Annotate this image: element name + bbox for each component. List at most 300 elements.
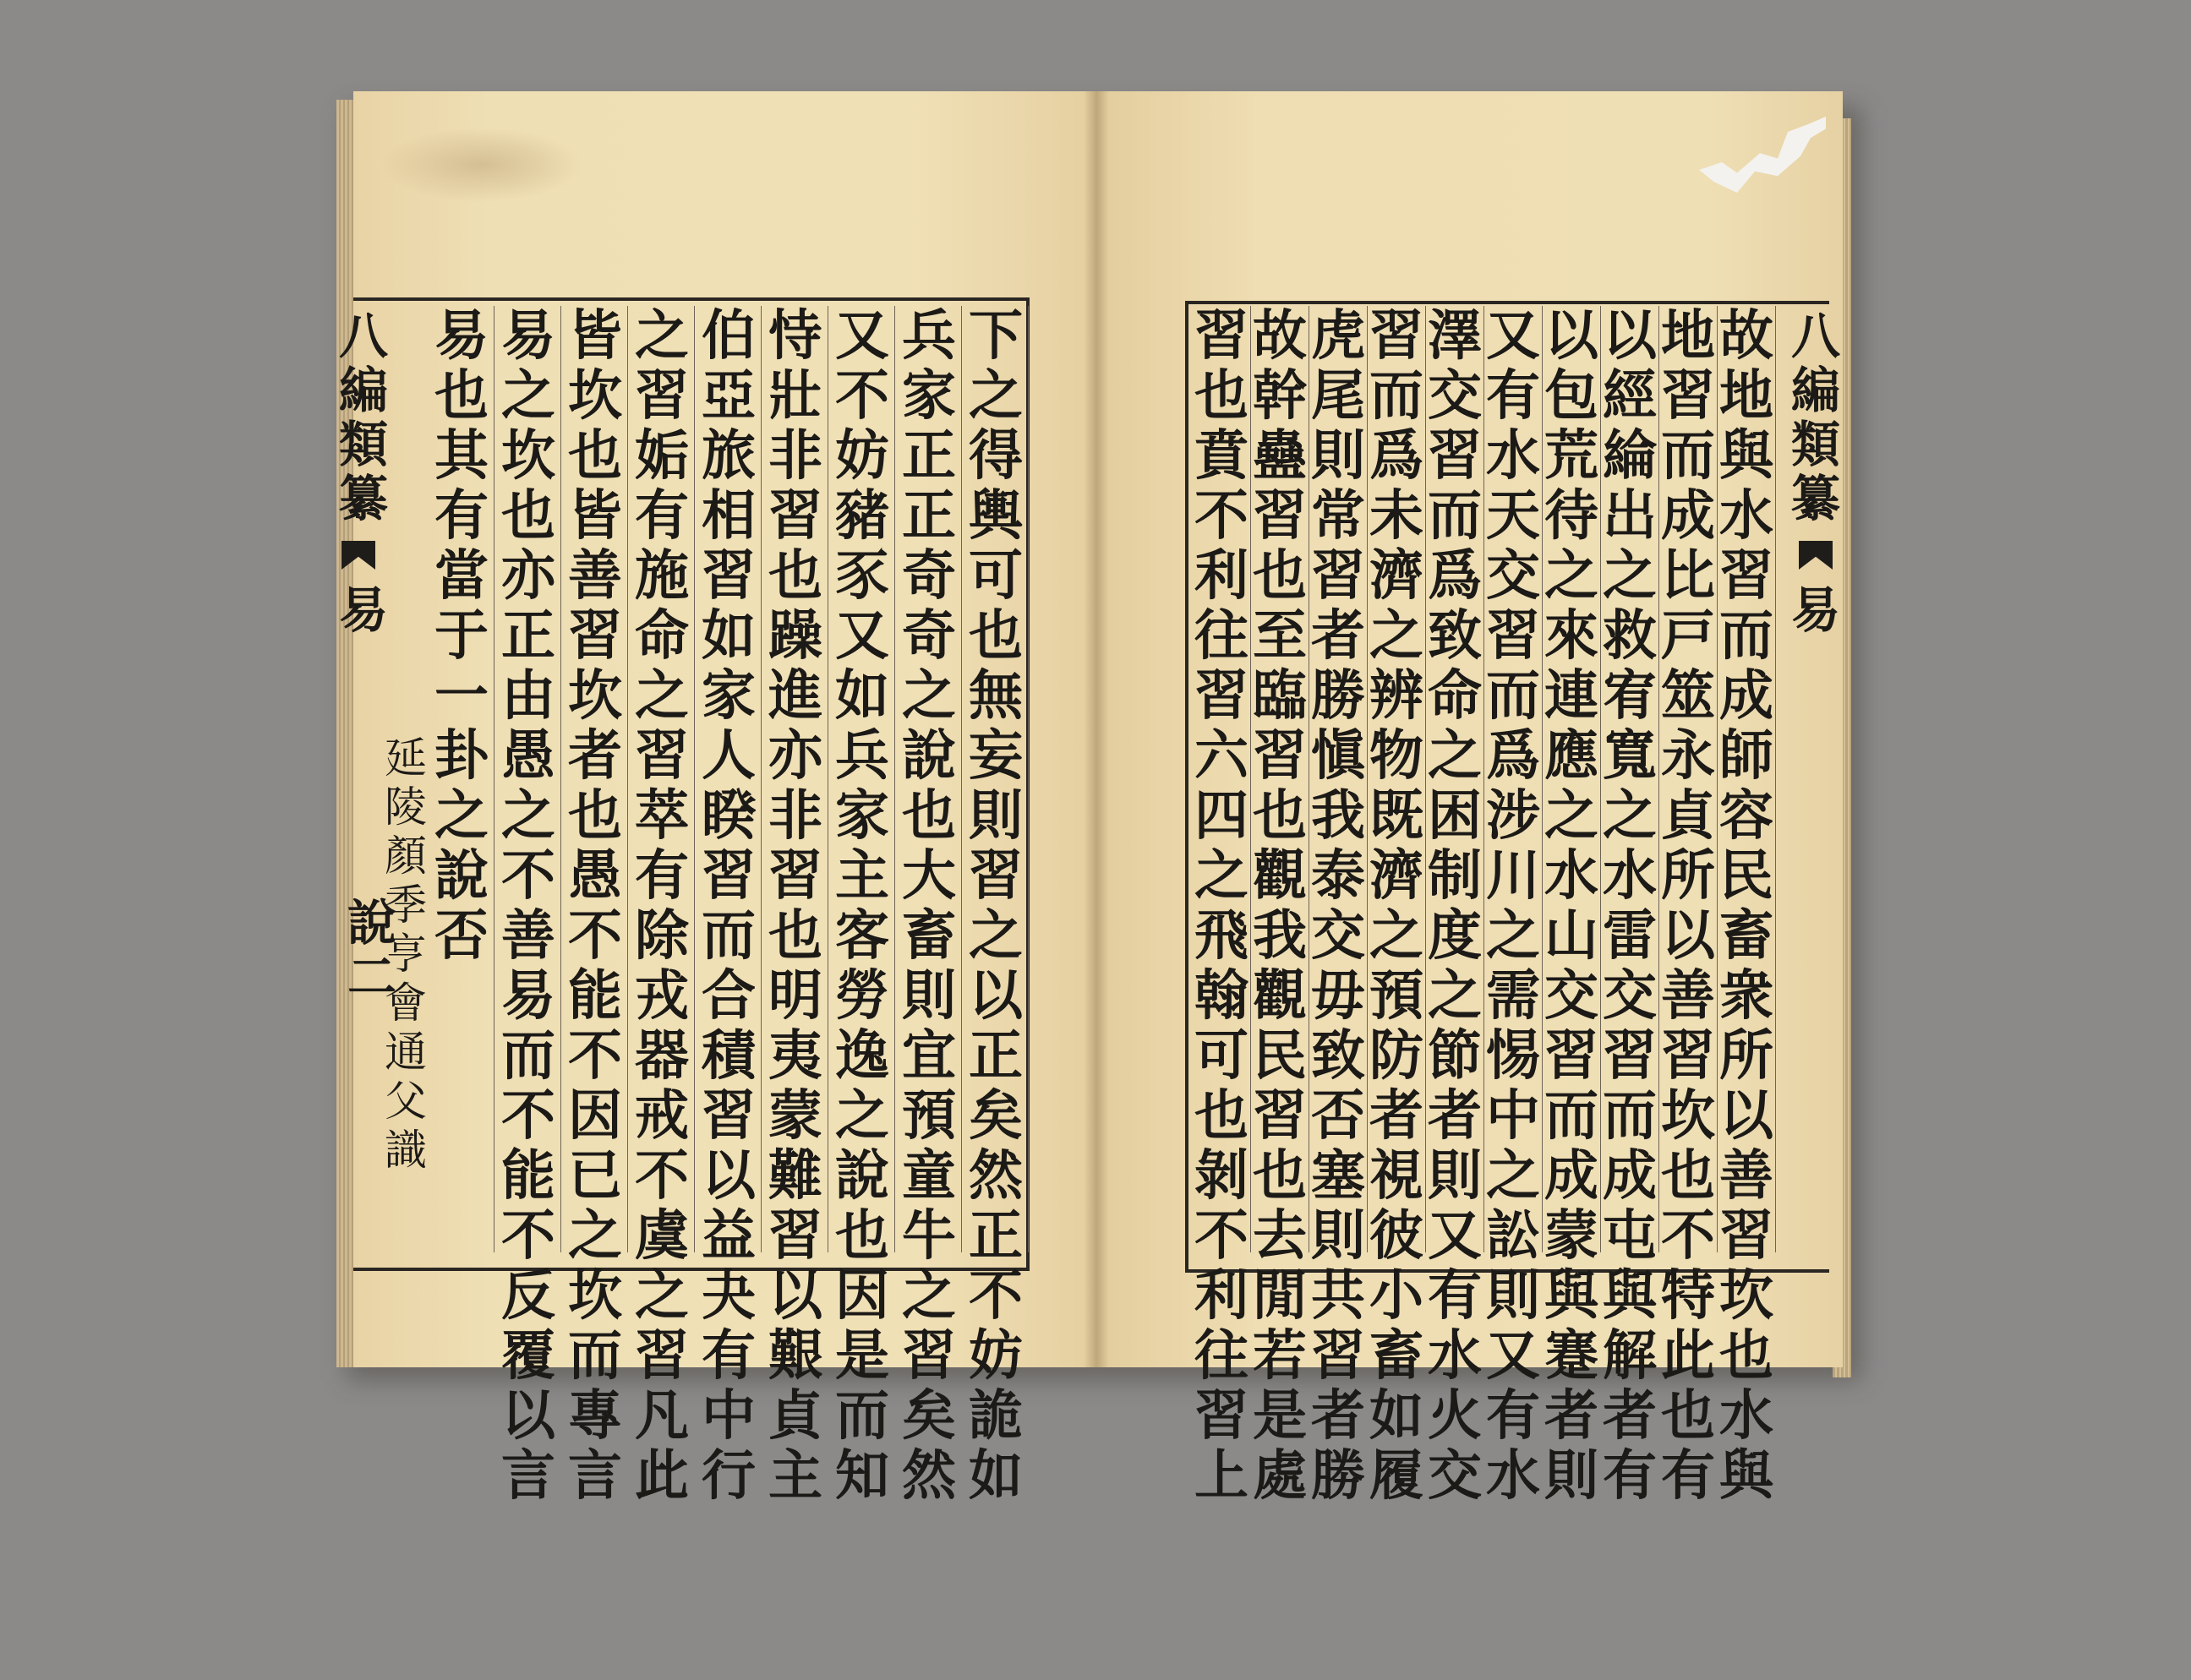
right-text-column bbox=[1193, 304, 1251, 1508]
right-text-char: 六 bbox=[1194, 724, 1248, 788]
right-text-char: 度 bbox=[1428, 904, 1482, 968]
left-text-char: 貞 bbox=[768, 1384, 822, 1448]
left-text-char: 人 bbox=[702, 724, 756, 788]
left-text-char: 之 bbox=[635, 664, 689, 728]
right-text-char: 勝 bbox=[1311, 664, 1365, 728]
right-text-char: 火 bbox=[1428, 1384, 1482, 1448]
left-text-char: 習 bbox=[768, 844, 822, 908]
right-text-char: 觀 bbox=[1253, 964, 1307, 1028]
right-text-char: 命 bbox=[1428, 664, 1482, 728]
left-text-char: 奇 bbox=[902, 604, 956, 668]
right-text-char: 不 bbox=[1194, 1204, 1248, 1268]
right-text-char: 特 bbox=[1661, 1264, 1715, 1328]
right-text-char: 也 bbox=[1253, 544, 1307, 608]
book-gutter bbox=[1084, 91, 1109, 1367]
right-text-column bbox=[1251, 304, 1309, 1508]
right-text-char: 師 bbox=[1719, 724, 1773, 788]
right-text-char: 天 bbox=[1486, 484, 1540, 548]
left-text-char: 而 bbox=[501, 1024, 555, 1088]
left-text-char: 而 bbox=[835, 1384, 889, 1448]
right-text-char: 又 bbox=[1486, 304, 1540, 368]
right-text-char: 利 bbox=[1194, 1264, 1248, 1328]
left-text-char: 知 bbox=[835, 1444, 889, 1508]
right-text-char: 也 bbox=[1719, 1324, 1773, 1388]
right-text-char: 習 bbox=[1253, 724, 1307, 788]
left-text-char: 合 bbox=[702, 964, 756, 1028]
right-text-char: 之 bbox=[1428, 964, 1482, 1028]
right-text-char: 解 bbox=[1603, 1324, 1657, 1388]
left-text-char: 兵 bbox=[835, 724, 889, 788]
right-text-char: 又 bbox=[1428, 1204, 1482, 1268]
right-text-char: 不 bbox=[1194, 484, 1248, 548]
right-margin-section-char: 易 bbox=[1790, 581, 1840, 639]
right-text-char: 經 bbox=[1603, 364, 1657, 428]
right-text-char: 習 bbox=[1311, 1324, 1365, 1388]
right-text-char: 也 bbox=[1253, 784, 1307, 848]
left-text-char: 習 bbox=[635, 1324, 689, 1388]
right-text-char: 與 bbox=[1544, 1264, 1598, 1328]
right-text-char: 翰 bbox=[1194, 964, 1248, 1028]
left-text-char: 命 bbox=[635, 604, 689, 668]
right-text-char: 畜 bbox=[1719, 904, 1773, 968]
right-text-char: 我 bbox=[1253, 904, 1307, 968]
right-text-char: 而 bbox=[1428, 484, 1482, 548]
left-text-char: 躁 bbox=[768, 604, 822, 668]
right-text-char: 與 bbox=[1603, 1264, 1657, 1328]
left-text-char: 則 bbox=[902, 964, 956, 1028]
right-text-char: 衆 bbox=[1719, 964, 1773, 1028]
right-text-char: 爲 bbox=[1369, 424, 1423, 488]
left-text-char: 凡 bbox=[635, 1384, 689, 1448]
left-text-char: 亦 bbox=[501, 544, 555, 608]
right-text-char: 習 bbox=[1194, 304, 1248, 368]
left-text-char: 否 bbox=[434, 904, 489, 968]
right-text-char: 習 bbox=[1428, 424, 1482, 488]
left-text-char: 無 bbox=[969, 664, 1023, 728]
right-text-char: 成 bbox=[1603, 1144, 1657, 1208]
right-text-char: 地 bbox=[1661, 304, 1715, 368]
right-text-char: 飛 bbox=[1194, 904, 1248, 968]
left-margin-title-char: 類 bbox=[338, 416, 388, 473]
right-text-char: 則 bbox=[1311, 424, 1365, 488]
right-text-char: 不 bbox=[1661, 1204, 1715, 1268]
left-text-char: 說 bbox=[835, 1144, 889, 1208]
left-text-char: 萃 bbox=[635, 784, 689, 848]
right-text-char: 則 bbox=[1486, 1264, 1540, 1328]
right-text-char: 上 bbox=[1194, 1444, 1248, 1508]
left-text-char: 非 bbox=[768, 784, 822, 848]
left-text-char: 覆 bbox=[501, 1324, 555, 1388]
left-text-char: 得 bbox=[969, 424, 1023, 488]
right-text-char: 者 bbox=[1544, 1384, 1598, 1448]
left-text-char: 于 bbox=[434, 604, 489, 668]
left-text-char: 大 bbox=[902, 844, 956, 908]
left-text-char: 亞 bbox=[702, 364, 756, 428]
right-text-char: 蒙 bbox=[1544, 1204, 1598, 1268]
left-text-char: 不 bbox=[969, 1264, 1023, 1328]
right-text-char: 習 bbox=[1194, 664, 1248, 728]
right-text-column bbox=[1718, 304, 1776, 1508]
right-text-char: 有 bbox=[1486, 1384, 1540, 1448]
right-text-char: 習 bbox=[1603, 1024, 1657, 1088]
left-text-char: 客 bbox=[835, 904, 889, 968]
left-text-char: 又 bbox=[835, 604, 889, 668]
left-text-char: 易 bbox=[501, 964, 555, 1028]
left-text-char: 輿 bbox=[969, 484, 1023, 548]
left-text-char: 正 bbox=[501, 604, 555, 668]
right-text-char: 以 bbox=[1603, 304, 1657, 368]
left-text-char: 虞 bbox=[635, 1204, 689, 1268]
left-text-char: 言 bbox=[568, 1444, 622, 1508]
right-text-char: 來 bbox=[1544, 604, 1598, 668]
right-text-char: 習 bbox=[1719, 1204, 1773, 1268]
left-text-char: 習 bbox=[702, 544, 756, 608]
left-text-char: 主 bbox=[768, 1444, 822, 1508]
left-text-char: 之 bbox=[969, 904, 1023, 968]
left-text-char: 明 bbox=[768, 964, 822, 1028]
right-text-char: 而 bbox=[1719, 604, 1773, 668]
left-text-char: 妨 bbox=[835, 424, 889, 488]
left-text-char: 有 bbox=[702, 1324, 756, 1388]
left-text-char: 而 bbox=[568, 1324, 622, 1388]
right-text-char: 物 bbox=[1369, 724, 1423, 788]
right-text-char: 處 bbox=[1253, 1444, 1307, 1508]
left-text-column bbox=[830, 304, 895, 1508]
right-text-char: 戸 bbox=[1661, 604, 1715, 668]
left-text-char: 習 bbox=[635, 724, 689, 788]
left-text-char: 艱 bbox=[768, 1324, 822, 1388]
left-text-char: 益 bbox=[702, 1204, 756, 1268]
left-text-char: 睽 bbox=[702, 784, 756, 848]
right-text-char: 故 bbox=[1253, 304, 1307, 368]
left-text-char: 之 bbox=[434, 784, 489, 848]
left-text-char: 逸 bbox=[835, 1024, 889, 1088]
left-text-column bbox=[697, 304, 762, 1508]
left-text-char: 能 bbox=[501, 1144, 555, 1208]
left-text-char: 非 bbox=[768, 424, 822, 488]
left-text-char: 恃 bbox=[768, 304, 822, 368]
left-text-char: 戎 bbox=[635, 964, 689, 1028]
right-text-char: 所 bbox=[1719, 1024, 1773, 1088]
left-text-char: 旅 bbox=[702, 424, 756, 488]
right-text-char: 愼 bbox=[1311, 724, 1365, 788]
left-text-char: 皆 bbox=[568, 484, 622, 548]
left-text-char: 此 bbox=[635, 1444, 689, 1508]
right-text-char: 既 bbox=[1369, 784, 1423, 848]
right-text-char: 交 bbox=[1486, 544, 1540, 608]
left-text-char: 以 bbox=[969, 964, 1023, 1028]
right-text-char: 水 bbox=[1428, 1324, 1482, 1388]
right-text-char: 常 bbox=[1311, 484, 1365, 548]
left-text-char: 不 bbox=[501, 844, 555, 908]
left-text-char: 以 bbox=[768, 1264, 822, 1328]
left-text-char: 也 bbox=[768, 904, 822, 968]
right-text-char: 又 bbox=[1486, 1324, 1540, 1388]
right-text-char: 交 bbox=[1544, 964, 1598, 1028]
right-text-char: 需 bbox=[1486, 964, 1540, 1028]
left-text-char: 一 bbox=[434, 664, 489, 728]
right-text-char: 善 bbox=[1719, 1144, 1773, 1208]
right-text-char: 制 bbox=[1428, 844, 1482, 908]
right-text-char: 共 bbox=[1311, 1264, 1365, 1328]
right-text-char: 此 bbox=[1661, 1324, 1715, 1388]
right-text-char: 屯 bbox=[1603, 1204, 1657, 1268]
left-text-column bbox=[630, 304, 695, 1508]
left-text-char: 也 bbox=[902, 784, 956, 848]
right-text-char: 與 bbox=[1719, 424, 1773, 488]
right-text-char: 爲 bbox=[1486, 724, 1540, 788]
right-text-char: 所 bbox=[1661, 844, 1715, 908]
right-text-char: 者 bbox=[1311, 604, 1365, 668]
right-text-char: 之 bbox=[1544, 784, 1598, 848]
left-margin-title bbox=[338, 309, 389, 526]
right-text-char: 去 bbox=[1253, 1204, 1307, 1268]
left-text-char: 矣 bbox=[902, 1384, 956, 1448]
right-text-char: 預 bbox=[1369, 964, 1423, 1028]
right-text-char: 習 bbox=[1253, 484, 1307, 548]
right-text-char: 綸 bbox=[1603, 424, 1657, 488]
right-text-char: 而 bbox=[1486, 664, 1540, 728]
left-text-char: 言 bbox=[501, 1444, 555, 1508]
right-text-column bbox=[1543, 304, 1601, 1508]
right-text-char: 交 bbox=[1428, 1444, 1482, 1508]
left-text-char: 下 bbox=[969, 304, 1023, 368]
left-text-char: 正 bbox=[969, 1204, 1023, 1268]
signature-char: 父 bbox=[385, 1077, 427, 1126]
left-text-char: 習 bbox=[768, 1204, 822, 1268]
left-text-char: 宜 bbox=[902, 1024, 956, 1088]
right-text-char: 水 bbox=[1719, 484, 1773, 548]
left-text-char: 皆 bbox=[568, 304, 622, 368]
left-text-char: 正 bbox=[969, 1024, 1023, 1088]
left-text-char: 矣 bbox=[969, 1084, 1023, 1148]
left-text-char: 習 bbox=[768, 484, 822, 548]
left-text-char: 善 bbox=[501, 904, 555, 968]
right-text-char: 山 bbox=[1544, 904, 1598, 968]
left-text-char: 預 bbox=[902, 1084, 956, 1148]
right-text-char: 訟 bbox=[1486, 1204, 1540, 1268]
right-text-char: 比 bbox=[1661, 544, 1715, 608]
left-text-char: 以 bbox=[702, 1144, 756, 1208]
right-text-char: 者 bbox=[1311, 1384, 1365, 1448]
right-margin-title-char: 類 bbox=[1790, 416, 1840, 473]
right-margin-title-char: 八 bbox=[1790, 308, 1840, 365]
left-text-char: 坎 bbox=[501, 424, 555, 488]
right-text-char: 也 bbox=[1253, 1144, 1307, 1208]
left-text-char: 則 bbox=[969, 784, 1023, 848]
left-text-char: 豕 bbox=[835, 544, 889, 608]
right-text-char: 辨 bbox=[1369, 664, 1423, 728]
left-text-column bbox=[897, 304, 962, 1508]
right-text-char: 蹇 bbox=[1544, 1324, 1598, 1388]
left-text-char: 因 bbox=[835, 1264, 889, 1328]
right-text-column bbox=[1659, 304, 1718, 1508]
signature-char: 通 bbox=[385, 1028, 427, 1077]
right-margin-title-char: 纂 bbox=[1790, 470, 1840, 527]
left-text-char: 坎 bbox=[568, 664, 622, 728]
left-text-char: 習 bbox=[902, 1324, 956, 1388]
right-text-char: 之 bbox=[1544, 544, 1598, 608]
right-text-char: 涉 bbox=[1486, 784, 1540, 848]
left-margin-section bbox=[338, 583, 389, 637]
right-text-char: 履 bbox=[1369, 1444, 1423, 1508]
right-text-char: 出 bbox=[1603, 484, 1657, 548]
right-text-char: 應 bbox=[1544, 724, 1598, 788]
left-text-char: 除 bbox=[635, 904, 689, 968]
left-text-char: 之 bbox=[501, 364, 555, 428]
right-text-char: 坎 bbox=[1661, 1084, 1715, 1148]
right-text-char: 困 bbox=[1428, 784, 1482, 848]
left-margin-section-char: 易 bbox=[338, 581, 388, 639]
left-text-char: 如 bbox=[969, 1444, 1023, 1508]
right-text-char: 澤 bbox=[1428, 304, 1482, 368]
right-text-char: 我 bbox=[1311, 784, 1365, 848]
left-text-char: 也 bbox=[568, 784, 622, 848]
right-text-char: 之 bbox=[1603, 784, 1657, 848]
right-text-char: 包 bbox=[1544, 364, 1598, 428]
left-text-char: 也 bbox=[501, 484, 555, 548]
left-text-char: 夬 bbox=[702, 1264, 756, 1328]
left-text-char: 有 bbox=[635, 844, 689, 908]
right-text-char: 水 bbox=[1486, 424, 1540, 488]
right-text-char: 尾 bbox=[1311, 364, 1365, 428]
left-text-char: 愚 bbox=[501, 724, 555, 788]
right-text-char: 節 bbox=[1428, 1024, 1482, 1088]
right-text-char: 爲 bbox=[1428, 544, 1482, 608]
right-text-char: 若 bbox=[1253, 1324, 1307, 1388]
right-text-char: 而 bbox=[1603, 1084, 1657, 1148]
right-text-char: 以 bbox=[1661, 904, 1715, 968]
right-text-char: 待 bbox=[1544, 484, 1598, 548]
left-text-char: 行 bbox=[702, 1444, 756, 1508]
left-text-char: 之 bbox=[635, 304, 689, 368]
left-text-char: 奇 bbox=[902, 544, 956, 608]
left-text-char: 施 bbox=[635, 544, 689, 608]
left-text-column bbox=[763, 304, 828, 1508]
right-text-char: 雷 bbox=[1603, 904, 1657, 968]
left-text-char: 也 bbox=[434, 364, 489, 428]
left-text-char: 豬 bbox=[835, 484, 889, 548]
right-text-column bbox=[1484, 304, 1543, 1508]
right-text-char: 往 bbox=[1194, 1324, 1248, 1388]
right-text-char: 之 bbox=[1428, 724, 1482, 788]
left-text-char: 能 bbox=[568, 964, 622, 1028]
right-text-char: 可 bbox=[1194, 1024, 1248, 1088]
right-text-char: 幹 bbox=[1253, 364, 1307, 428]
right-text-char: 習 bbox=[1311, 544, 1365, 608]
right-text-char: 防 bbox=[1369, 1024, 1423, 1088]
left-text-char: 妨 bbox=[969, 1324, 1023, 1388]
left-text-char: 反 bbox=[501, 1264, 555, 1328]
right-text-char: 者 bbox=[1369, 1084, 1423, 1148]
left-text-char: 如 bbox=[702, 604, 756, 668]
right-text-char: 故 bbox=[1719, 304, 1773, 368]
right-text-char: 未 bbox=[1369, 484, 1423, 548]
signature-char: 顏 bbox=[385, 832, 427, 881]
left-text-char: 習 bbox=[635, 364, 689, 428]
right-text-char: 習 bbox=[1661, 364, 1715, 428]
paper-stain bbox=[380, 127, 583, 203]
left-text-char: 詭 bbox=[969, 1384, 1023, 1448]
right-text-char: 往 bbox=[1194, 604, 1248, 668]
left-text-char: 蒙 bbox=[768, 1084, 822, 1148]
right-text-char: 濟 bbox=[1369, 844, 1423, 908]
left-text-char: 家 bbox=[702, 664, 756, 728]
left-text-char: 戒 bbox=[635, 1084, 689, 1148]
left-text-char: 中 bbox=[702, 1384, 756, 1448]
left-text-char: 夷 bbox=[768, 1024, 822, 1088]
right-text-char: 與 bbox=[1719, 1444, 1773, 1508]
right-text-char: 剝 bbox=[1194, 1144, 1248, 1208]
left-text-char: 不 bbox=[501, 1084, 555, 1148]
left-text-char: 亦 bbox=[768, 724, 822, 788]
left-text-char: 器 bbox=[635, 1024, 689, 1088]
left-text-char: 專 bbox=[568, 1384, 622, 1448]
left-text-char: 易 bbox=[501, 304, 555, 368]
left-text-char: 姤 bbox=[635, 424, 689, 488]
right-text-column bbox=[1368, 304, 1426, 1508]
right-text-char: 水 bbox=[1603, 844, 1657, 908]
right-text-char: 習 bbox=[1719, 544, 1773, 608]
right-text-char: 者 bbox=[1428, 1084, 1482, 1148]
left-text-char: 有 bbox=[434, 484, 489, 548]
signature-char: 季 bbox=[385, 881, 427, 930]
right-text-char: 貞 bbox=[1661, 784, 1715, 848]
right-text-char: 成 bbox=[1544, 1144, 1598, 1208]
left-text-char: 因 bbox=[568, 1084, 622, 1148]
right-text-char: 勝 bbox=[1311, 1444, 1365, 1508]
left-text-char: 卦 bbox=[434, 724, 489, 788]
left-text-char: 妄 bbox=[969, 724, 1023, 788]
right-text-char: 筮 bbox=[1661, 664, 1715, 728]
left-text-char: 之 bbox=[902, 664, 956, 728]
right-text-char: 視 bbox=[1369, 1144, 1423, 1208]
left-text-char: 勞 bbox=[835, 964, 889, 1028]
left-text-char: 積 bbox=[702, 1024, 756, 1088]
left-text-char: 習 bbox=[568, 604, 622, 668]
right-text-char: 有 bbox=[1486, 364, 1540, 428]
right-text-char: 濟 bbox=[1369, 544, 1423, 608]
left-text-char: 畜 bbox=[902, 904, 956, 968]
left-text-char: 之 bbox=[635, 1264, 689, 1328]
left-text-char: 也 bbox=[568, 424, 622, 488]
left-text-char: 可 bbox=[969, 544, 1023, 608]
right-text-char: 之 bbox=[1486, 904, 1540, 968]
left-text-char: 家 bbox=[835, 784, 889, 848]
left-text-char: 也 bbox=[969, 604, 1023, 668]
right-text-char: 善 bbox=[1661, 964, 1715, 1028]
left-text-column bbox=[496, 304, 561, 1508]
left-margin-title-char: 編 bbox=[338, 362, 388, 419]
signature-char: 識 bbox=[385, 1126, 427, 1175]
right-text-char: 閒 bbox=[1253, 1264, 1307, 1328]
right-text-char: 寬 bbox=[1603, 724, 1657, 788]
right-text-char: 致 bbox=[1311, 1024, 1365, 1088]
right-text-char: 水 bbox=[1486, 1444, 1540, 1508]
right-text-char: 有 bbox=[1428, 1264, 1482, 1328]
left-text-char: 以 bbox=[501, 1384, 555, 1448]
right-text-char: 畜 bbox=[1369, 1324, 1423, 1388]
left-text-char: 兵 bbox=[902, 304, 956, 368]
right-text-char: 交 bbox=[1428, 364, 1482, 428]
left-text-char: 不 bbox=[635, 1144, 689, 1208]
right-text-char: 塞 bbox=[1311, 1144, 1365, 1208]
right-margin-section bbox=[1790, 583, 1841, 637]
right-text-char: 水 bbox=[1719, 1384, 1773, 1448]
right-text-char: 之 bbox=[1603, 544, 1657, 608]
right-text-column bbox=[1601, 304, 1659, 1508]
left-text-char: 之 bbox=[501, 784, 555, 848]
